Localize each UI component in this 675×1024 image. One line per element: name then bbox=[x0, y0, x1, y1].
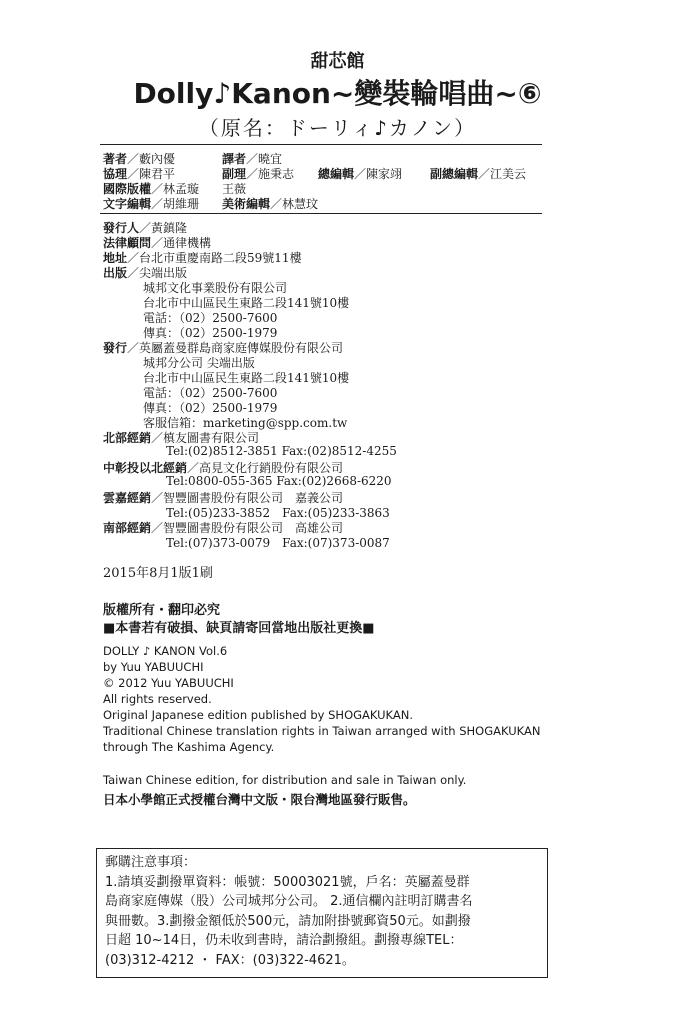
pub-yunjia: 雲嘉經銷／智豐圖書股份有限公司 嘉義公司 bbox=[103, 491, 344, 505]
pub-line: 城邦文化事業股份有限公司 bbox=[143, 281, 288, 295]
dist-line: 電話：（02）2500-7600 bbox=[143, 386, 278, 400]
credit-author: 著者／藪內優 bbox=[103, 152, 176, 166]
credit-value: 施秉志 bbox=[258, 167, 295, 181]
credit-label: 著者 bbox=[103, 152, 128, 166]
pub-value: 台北市重慶南路二段59號11樓 bbox=[139, 251, 302, 265]
credit-value: 曉宜 bbox=[258, 152, 283, 166]
pub-value: 智豐圖書股份有限公司 高雄公司 bbox=[163, 521, 344, 535]
pub-label: 南部經銷 bbox=[103, 521, 152, 535]
mail-order-box bbox=[96, 848, 548, 978]
credit-label: 譯者 bbox=[222, 152, 247, 166]
credit-value: 藪內優 bbox=[139, 152, 176, 166]
pub-label: 出版 bbox=[103, 266, 128, 280]
mail-order-line: 1.請填妥劃撥單資料：帳號：50003021號，戶名：英屬蓋曼群 bbox=[105, 874, 470, 890]
divider-top bbox=[100, 144, 542, 145]
english-line: DOLLY ♪ KANON Vol.6 bbox=[103, 644, 228, 658]
credit-value: 陳家翊 bbox=[366, 167, 403, 181]
pub-contact: Tel:(02)8512-3851 Fax:(02)8512-4255 bbox=[166, 444, 397, 458]
credit-label: 文字編輯 bbox=[103, 197, 152, 211]
mail-order-line: (03)312-4212 ・ FAX：(03)322-4621。 bbox=[105, 952, 355, 968]
credit-label: 國際版權 bbox=[103, 182, 152, 196]
english-line: Traditional Chinese translation rights in Taiwan arranged with SHOGAKUKAN bbox=[103, 724, 541, 738]
pub-label: 中彰投以北經銷 bbox=[103, 461, 188, 475]
english-line: © 2012 Yuu YABUUCHI bbox=[103, 676, 234, 690]
pub-value: 智豐圖書股份有限公司 嘉義公司 bbox=[163, 491, 344, 505]
dist-line: 城邦分公司 尖端出版 bbox=[143, 356, 255, 370]
mail-order-line: 與冊數。3.劃撥金額低於500元，請加附掛號郵資50元。如劃撥 bbox=[105, 913, 471, 929]
mail-order-line: 島商家庭傳媒（股）公司城邦分公司。 2.通信欄內註明訂購書名 bbox=[105, 894, 473, 909]
pub-publisher: 發行人／黃鎮隆 bbox=[103, 221, 188, 235]
pub-line: 電話：（02）2500-7600 bbox=[143, 311, 278, 325]
imprint-name: 甜芯館 bbox=[310, 51, 365, 72]
pub-north: 北部經銷／槙友圖書有限公司 bbox=[103, 431, 260, 445]
pub-line: 傳真：（02）2500-1979 bbox=[143, 326, 278, 340]
credit-value: 胡維珊 bbox=[163, 197, 200, 211]
pub-contact: Tel:0800-055-365 Fax:(02)2668-6220 bbox=[166, 474, 392, 488]
credit-deputy-chief-editor: 副總編輯／江美云 bbox=[430, 167, 527, 181]
credit-international-rights: 國際版權／林孟璇 bbox=[103, 182, 200, 196]
pub-line: 台北市中山區民生東路二段141號10樓 bbox=[143, 296, 350, 310]
damage-notice: ■本書若有破損、缺頁請寄回當地出版社更換■ bbox=[103, 621, 375, 636]
credit-value: 陳君平 bbox=[139, 167, 176, 181]
pub-value: 槙友圖書有限公司 bbox=[163, 431, 260, 445]
pub-label: 法律顧問 bbox=[103, 236, 152, 250]
credit-label: 副理 bbox=[222, 167, 247, 181]
edition-date: 2015年8月1版1刷 bbox=[103, 566, 213, 581]
pub-address: 地址／台北市重慶南路二段59號11樓 bbox=[103, 251, 302, 265]
pub-label: 雲嘉經銷 bbox=[103, 491, 152, 505]
pub-value: 尖端出版 bbox=[139, 266, 188, 280]
book-title: Dolly♪Kanon~變裝輪唱曲~⑥ bbox=[133, 77, 542, 110]
english-line: through The Kashima Agency. bbox=[103, 740, 275, 754]
english-line: Original Japanese edition published by SHOGAKUKAN. bbox=[103, 708, 414, 722]
credit-value: 林慧玟 bbox=[282, 197, 319, 211]
pub-central: 中彰投以北經銷／高見文化行銷股份有限公司 bbox=[103, 461, 344, 475]
distribution-notice: Taiwan Chinese edition, for distribution and sale in Taiwan only. bbox=[103, 773, 467, 787]
dist-line: 傳真：（02）2500-1979 bbox=[143, 401, 278, 415]
pub-south: 南部經銷／智豐圖書股份有限公司 高雄公司 bbox=[103, 521, 344, 535]
pub-value: 英屬蓋曼群島商家庭傳媒股份有限公司 bbox=[139, 341, 344, 355]
pub-contact: Tel:(07)373-0079 Fax:(07)373-0087 bbox=[166, 536, 390, 550]
credit-label: 副總編輯 bbox=[430, 167, 479, 181]
dist-email: 客服信箱：marketing@spp.com.tw bbox=[143, 416, 348, 430]
mail-order-line: 日超 10~14日，仍未收到書時，請洽劃撥組。劃撥專線TEL： bbox=[105, 933, 463, 948]
credit-label: 美術編輯 bbox=[222, 197, 271, 211]
credit-value: 王薇 bbox=[222, 182, 247, 196]
credit-value: 江美云 bbox=[490, 167, 527, 181]
pub-legal: 法律顧問／通律機構 bbox=[103, 236, 212, 250]
credit-label: 總編輯 bbox=[318, 167, 355, 181]
divider-credits bbox=[100, 213, 542, 214]
credit-art-editor: 美術編輯／林慧玟 bbox=[222, 197, 319, 211]
copyright-line: 版權所有・翻印必究 bbox=[103, 603, 221, 618]
credit-label: 協理 bbox=[103, 167, 128, 181]
credit-translator: 譯者／曉宜 bbox=[222, 152, 283, 166]
mail-order-title: 郵購注意事項： bbox=[105, 855, 197, 870]
pub-label: 北部經銷 bbox=[103, 431, 152, 445]
authorization-notice: 日本小學館正式授權台灣中文版・限台灣地區發行販售。 bbox=[103, 792, 416, 807]
original-title: （原名：ドーリィ♪カノン） bbox=[198, 116, 477, 140]
dist-line: 台北市中山區民生東路二段141號10樓 bbox=[143, 371, 350, 385]
credit-chief-editor: 總編輯／陳家翊 bbox=[318, 167, 403, 181]
pub-label: 地址 bbox=[103, 251, 128, 265]
credit-deputy-manager: 副理／施秉志 bbox=[222, 167, 295, 181]
credit-coordination: 協理／陳君平 bbox=[103, 167, 176, 181]
credit-text-editor: 文字編輯／胡維珊 bbox=[103, 197, 200, 211]
pub-value: 高見文化行銷股份有限公司 bbox=[199, 461, 344, 475]
english-line: by Yuu YABUUCHI bbox=[103, 660, 204, 674]
credit-value: 林孟璇 bbox=[163, 182, 200, 196]
english-line: All rights reserved. bbox=[103, 692, 212, 706]
pub-label: 發行 bbox=[103, 341, 128, 355]
pub-value: 通律機構 bbox=[163, 236, 212, 250]
pub-publication: 出版／尖端出版 bbox=[103, 266, 188, 280]
pub-value: 黃鎮隆 bbox=[151, 221, 188, 235]
pub-label: 發行人 bbox=[103, 221, 140, 235]
pub-contact: Tel:(05)233-3852 Fax:(05)233-3863 bbox=[166, 506, 390, 520]
pub-distribution: 發行／英屬蓋曼群島商家庭傳媒股份有限公司 bbox=[103, 341, 344, 355]
